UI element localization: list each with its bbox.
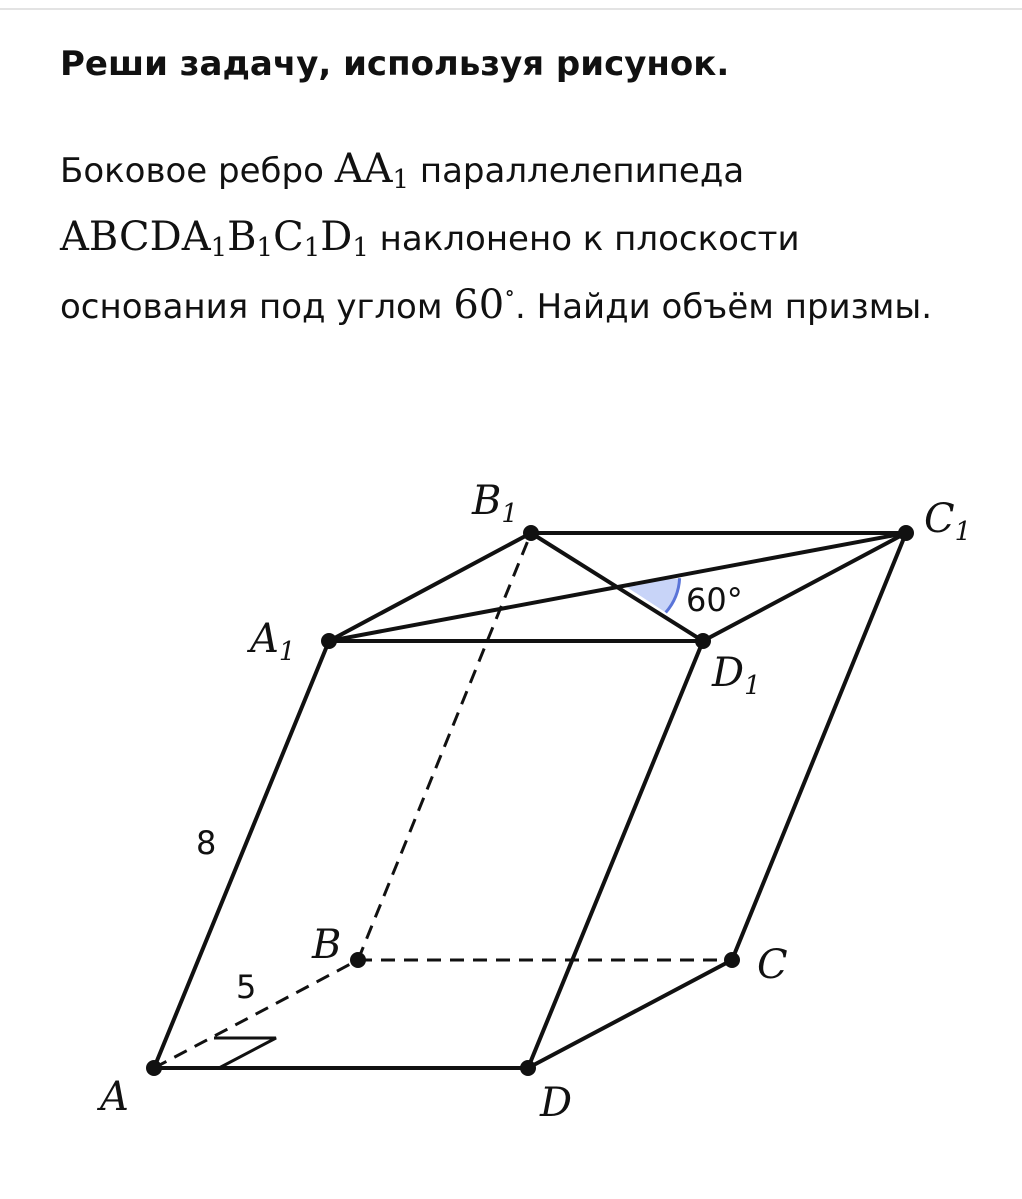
vertex-A1-dot bbox=[321, 633, 337, 649]
vertex-label-C: C bbox=[757, 942, 788, 988]
edge-BB1-hidden bbox=[358, 533, 531, 960]
vertex-label-C1: $C_1$ bbox=[924, 496, 972, 547]
vertex-label-B1: $B_1$ bbox=[472, 478, 518, 529]
problem-text: параллелепипеда bbox=[409, 151, 745, 191]
math-subscript: 1 bbox=[352, 233, 369, 263]
vertex-label-D1: $D_1$ bbox=[712, 650, 761, 701]
problem-text: Боковое ребро bbox=[60, 151, 335, 191]
math-main: B bbox=[227, 214, 257, 260]
edge-A1B1 bbox=[329, 533, 531, 641]
vertex-B-dot bbox=[350, 952, 366, 968]
vertex-label-A: A bbox=[100, 1074, 129, 1120]
vertex-label-A1: $A_1$ bbox=[250, 616, 296, 667]
vertex-A-dot bbox=[146, 1060, 162, 1076]
vertex-C-dot bbox=[724, 952, 740, 968]
problem-text: наклонено к плоскости bbox=[368, 219, 800, 259]
edge-CC1 bbox=[732, 533, 906, 960]
vertex-label-B: B bbox=[312, 922, 342, 968]
vertex-C1-dot bbox=[898, 525, 914, 541]
math-main: C bbox=[273, 214, 304, 260]
right-angle-mark bbox=[214, 1038, 276, 1068]
math-subscript: 1 bbox=[392, 165, 410, 195]
edge-DD1 bbox=[528, 641, 703, 1068]
math-main: D bbox=[320, 214, 353, 260]
edge-length-label-AB: 5 bbox=[236, 968, 257, 1006]
math-main: 60 bbox=[453, 282, 505, 328]
math-subscript: 1 bbox=[210, 233, 228, 263]
vertex-D-dot bbox=[520, 1060, 536, 1076]
vertex-D1-dot bbox=[695, 633, 711, 649]
math-subscript: 1 bbox=[303, 233, 321, 263]
edge-DC bbox=[528, 960, 732, 1068]
problem-text: . Найди объём призмы. bbox=[515, 287, 932, 327]
vertex-label-D: D bbox=[540, 1080, 573, 1126]
vertex-B1-dot bbox=[523, 525, 539, 541]
math-subscript: 1 bbox=[256, 233, 274, 263]
edge-length-label-AA1: 8 bbox=[196, 824, 217, 862]
task-heading: Реши задачу, используя рисунок. bbox=[60, 44, 730, 84]
degree-symbol: ∘ bbox=[504, 281, 516, 306]
math-main: ABCDA bbox=[60, 214, 211, 260]
problem-text: основания под углом bbox=[60, 287, 454, 327]
math-main: AA bbox=[334, 146, 393, 192]
angle-label: 60° bbox=[686, 581, 743, 619]
